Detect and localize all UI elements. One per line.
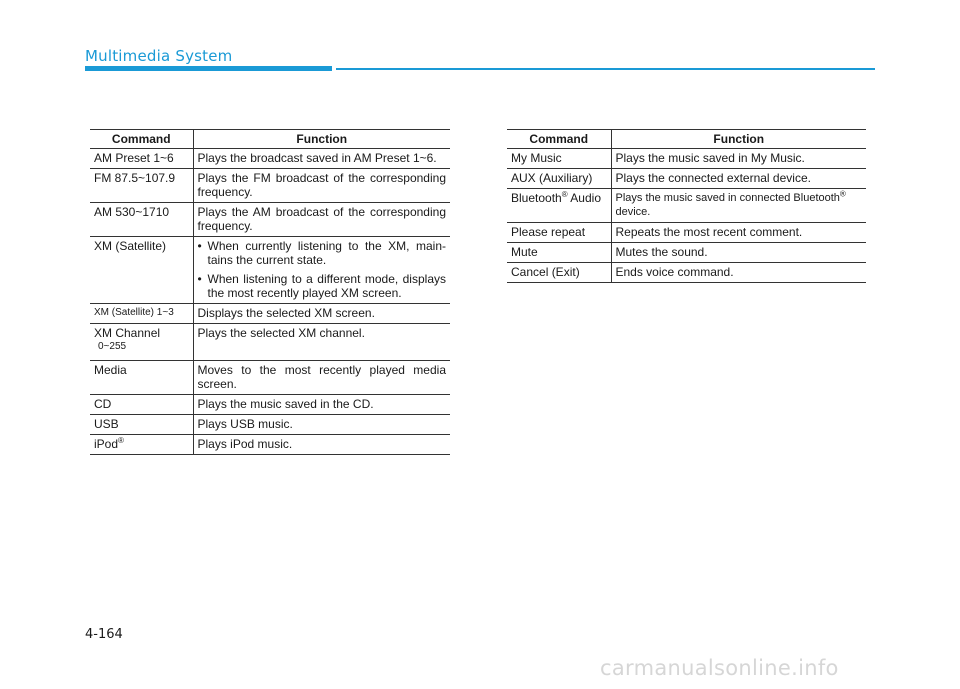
command-cell: My Music bbox=[507, 149, 611, 169]
table-row bbox=[507, 263, 866, 283]
table-row bbox=[507, 223, 866, 243]
table-row bbox=[90, 435, 450, 455]
voice-command-table-left bbox=[90, 129, 450, 455]
function-cell: Moves to the most recently played media screen. bbox=[193, 361, 450, 395]
function-cell: Plays the FM broadcast of the corresponding frequency. bbox=[193, 169, 450, 203]
command-subtext: 0~255 bbox=[98, 341, 127, 352]
command-cell: Media bbox=[90, 361, 193, 395]
function-cell: Plays the broadcast saved in AM Preset 1~6. bbox=[193, 149, 450, 169]
command-cell: XM (Satellite) 1~3 bbox=[90, 304, 193, 324]
function-cell: Mutes the sound. bbox=[611, 243, 866, 263]
command-text: iPod bbox=[94, 437, 119, 451]
function-cell: Plays the music saved in My Music. bbox=[611, 149, 866, 169]
column-header-function: Function bbox=[611, 130, 866, 149]
table-row bbox=[90, 324, 450, 361]
function-cell bbox=[193, 237, 450, 304]
header-rule bbox=[336, 68, 875, 70]
column-header-command: Command bbox=[507, 130, 611, 149]
function-cell: Plays USB music. bbox=[193, 415, 450, 435]
bullet-item bbox=[198, 239, 447, 267]
command-cell bbox=[507, 189, 611, 223]
command-cell: XM (Satellite) bbox=[90, 237, 193, 304]
function-cell bbox=[611, 189, 866, 223]
table-row bbox=[90, 304, 450, 324]
table-row bbox=[90, 169, 450, 203]
function-cell: Plays iPod music. bbox=[193, 435, 450, 455]
bullet-icon: • bbox=[197, 239, 202, 253]
function-suffix: device. bbox=[615, 206, 651, 218]
bullet-text: When listening to a different mode, displays the most recently played XM screen. bbox=[207, 272, 446, 300]
table-row bbox=[90, 415, 450, 435]
table-row bbox=[507, 243, 866, 263]
table-row bbox=[507, 169, 866, 189]
command-cell: USB bbox=[90, 415, 193, 435]
command-cell: Mute bbox=[507, 243, 611, 263]
function-cell: Plays the AM broadcast of the corresponding frequency. bbox=[193, 203, 450, 237]
command-suffix: Audio bbox=[567, 191, 601, 205]
bullet-item bbox=[198, 272, 447, 300]
column-header-function: Function bbox=[193, 130, 450, 149]
header-accent-bar bbox=[85, 66, 332, 71]
command-text: XM Channel bbox=[94, 326, 161, 340]
command-cell: CD bbox=[90, 395, 193, 415]
column-header-command: Command bbox=[90, 130, 193, 149]
command-cell: AUX (Auxiliary) bbox=[507, 169, 611, 189]
bullet-text: When currently listening to the XM, main-tains the current state. bbox=[207, 239, 446, 267]
bullet-icon: • bbox=[197, 272, 202, 286]
command-text: Bluetooth bbox=[511, 191, 562, 205]
table-row bbox=[90, 395, 450, 415]
section-title: Multimedia System bbox=[85, 47, 233, 65]
function-cell: Ends voice command. bbox=[611, 263, 866, 283]
command-cell: Cancel (Exit) bbox=[507, 263, 611, 283]
voice-command-table-right bbox=[507, 129, 866, 283]
registered-mark: ® bbox=[561, 190, 568, 199]
table-row bbox=[90, 203, 450, 237]
command-cell bbox=[90, 324, 193, 361]
table-header-row bbox=[507, 130, 866, 149]
table-row bbox=[90, 149, 450, 169]
function-cell: Repeats the most recent comment. bbox=[611, 223, 866, 243]
function-cell: Plays the music saved in the CD. bbox=[193, 395, 450, 415]
table-row bbox=[90, 361, 450, 395]
function-text: Plays the music saved in connected Bluetooth bbox=[615, 192, 840, 204]
table-header-row bbox=[90, 130, 450, 149]
command-cell: Please repeat bbox=[507, 223, 611, 243]
watermark: carmanualsonline.info bbox=[600, 656, 839, 680]
registered-mark: ® bbox=[839, 189, 846, 199]
table-row bbox=[90, 237, 450, 304]
function-cell: Displays the selected XM screen. bbox=[193, 304, 450, 324]
page-number: 4-164 bbox=[85, 627, 123, 642]
table-row bbox=[507, 149, 866, 169]
registered-mark: ® bbox=[118, 436, 124, 445]
command-cell: AM Preset 1~6 bbox=[90, 149, 193, 169]
function-cell: Plays the selected XM channel. bbox=[193, 324, 450, 361]
function-cell: Plays the connected external device. bbox=[611, 169, 866, 189]
command-cell bbox=[90, 435, 193, 455]
table-row bbox=[507, 189, 866, 223]
command-cell: FM 87.5~107.9 bbox=[90, 169, 193, 203]
command-cell: AM 530~1710 bbox=[90, 203, 193, 237]
